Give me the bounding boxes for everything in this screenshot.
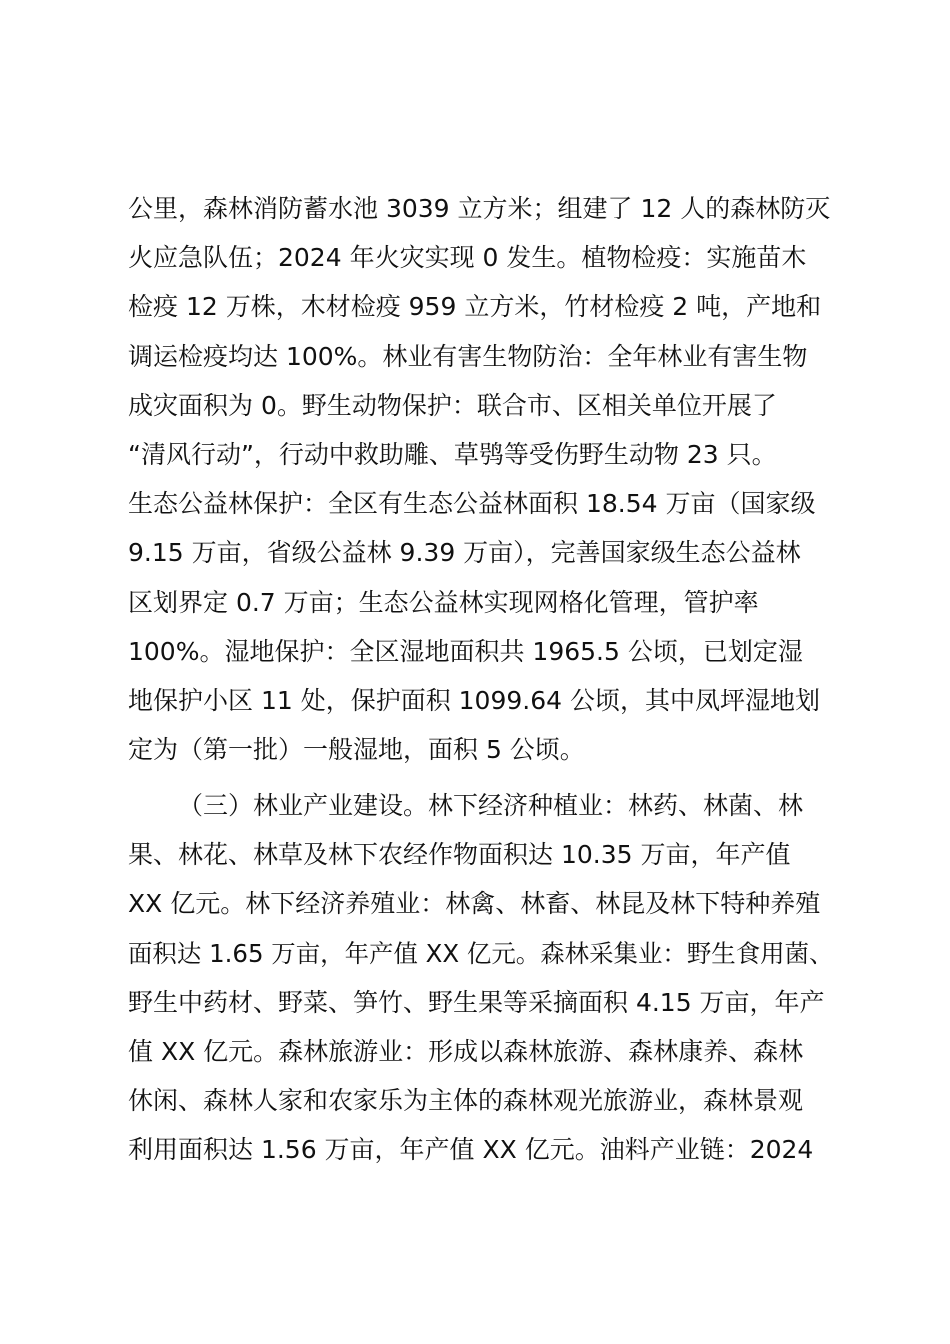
- text-line: 果、林花、林草及林下农经作物面积达 10.35 万亩，年产值: [128, 840, 791, 870]
- text-line: 利用面积达 1.56 万亩，年产值 XX 亿元。油料产业链：2024: [128, 1135, 814, 1165]
- text-line: 地保护小区 11 处，保护面积 1099.64 公顷，其中凤坪湿地划: [128, 685, 820, 715]
- text-line: 面积达 1.65 万亩，年产值 XX 亿元。森林采集业：野生食用菌、: [128, 938, 834, 968]
- text-line: 公里，森林消防蓄水池 3039 立方米；组建了 12 人的森林防灭: [128, 194, 831, 223]
- text-line: 火应急队伍；2024 年火灾实现 0 发生。植物检疫：实施苗木: [128, 243, 807, 273]
- text-line: 调运检疫均达 100%。林业有害生物防治：全年林业有害生物: [128, 341, 808, 371]
- text-line: 9.15 万亩，省级公益林 9.39 万亩），完善国家级生态公益林: [128, 538, 801, 568]
- text-line: 休闲、森林人家和农家乐为主体的森林观光旅游业，森林景观: [128, 1086, 804, 1116]
- text-line: 生态公益林保护：全区有生态公益林面积 18.54 万亩（国家级: [128, 489, 816, 519]
- paragraph-forestry-industry: [128, 781, 834, 1175]
- paragraph-forest-protection: [128, 184, 834, 774]
- text-line: （三）林业产业建设。林下经济种植业：林药、林菌、林: [178, 791, 804, 820]
- text-line: 成灾面积为 0。野生动物保护：联合市、区相关单位开展了: [128, 390, 777, 420]
- text-line: “清风行动”，行动中救助雕、草鸮等受伤野生动物 23 只。: [128, 439, 777, 469]
- text-line: 区划界定 0.7 万亩；生态公益林实现网格化管理，管护率: [128, 587, 759, 617]
- text-line: 野生中药材、野菜、笋竹、野生果等采摘面积 4.15 万亩，年产: [128, 987, 825, 1017]
- text-line: 100%。湿地保护：全区湿地面积共 1965.5 公顷，已划定湿: [128, 636, 803, 666]
- text-line: 检疫 12 万株，木材检疫 959 立方米，竹材检疫 2 吨，产地和: [128, 292, 822, 322]
- text-line: 定为（第一批）一般湿地，面积 5 公顷。: [128, 735, 585, 765]
- text-line: XX 亿元。林下经济养殖业：林禽、林畜、林昆及林下特种养殖: [128, 889, 821, 919]
- text-line: 值 XX 亿元。森林旅游业：形成以森林旅游、森林康养、森林: [128, 1036, 804, 1066]
